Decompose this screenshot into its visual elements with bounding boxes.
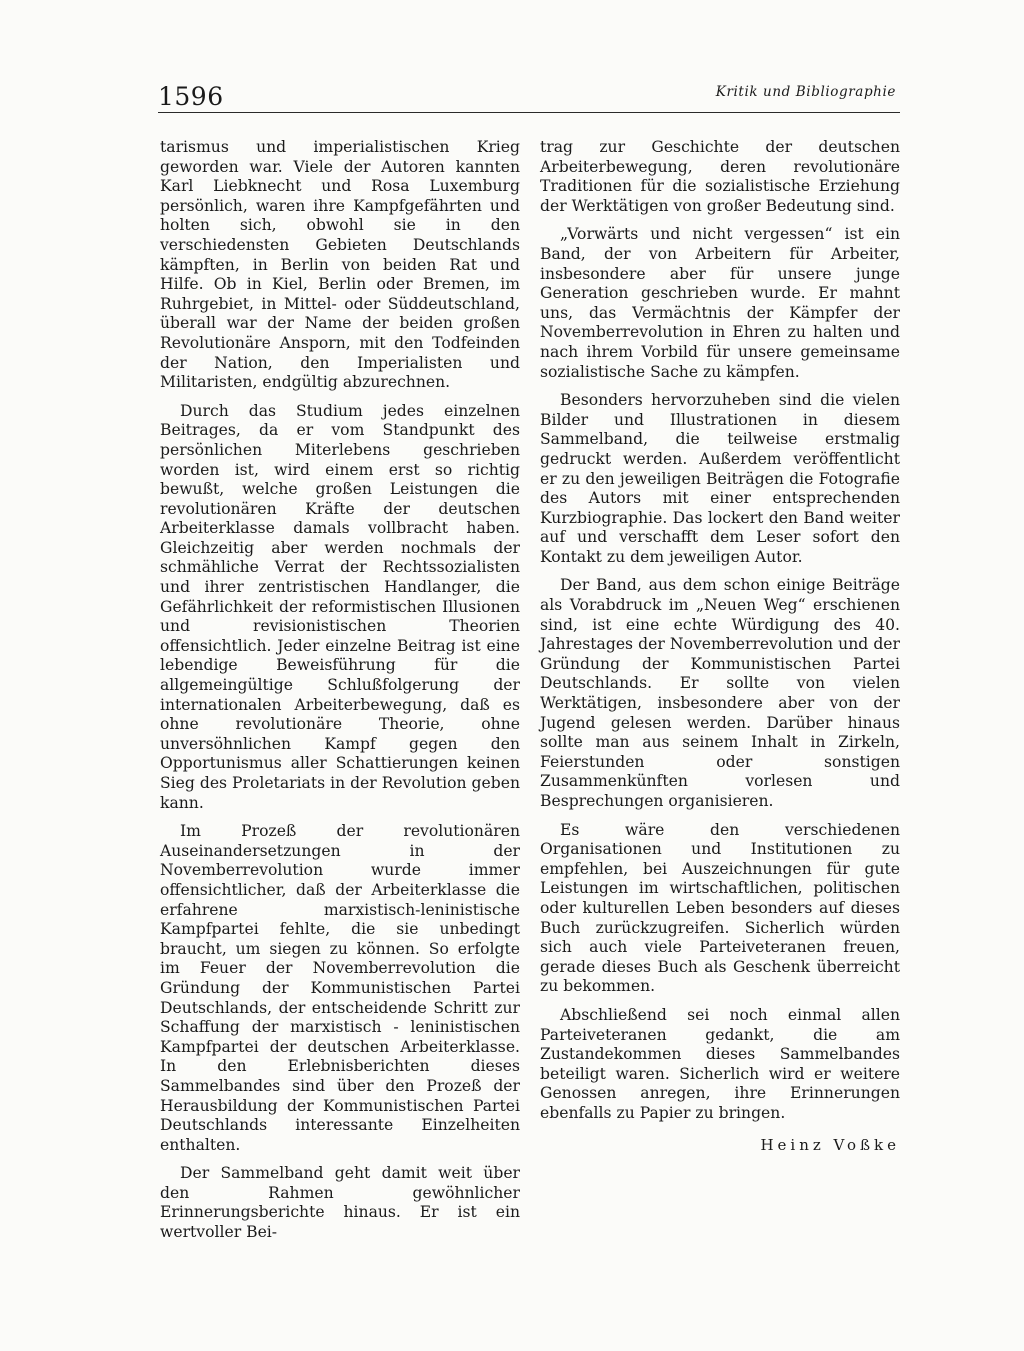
paragraph: „Vorwärts und nicht vergessen“ ist ein Band, der von Arbeitern für Arbeiter, insbesondere aber für unsere junge Generation geschrieben wurde. Er mahnt uns, das Vermächtnis der Kämpfer der Novemberrevolution in Ehren zu halten und nach ihrem Vorbild für unsere gemeinsame sozialistische Sache zu kämpfen.	[540, 225, 900, 381]
paragraph: Der Sammelband geht damit weit über den Rahmen gewöhnlicher Erinnerungsberichte hinaus. Er ist ein wertvoller Bei-	[160, 1164, 520, 1242]
paragraph: Besonders hervorzuheben sind die vielen Bilder und Illustrationen in diesem Sammelband, die teilweise erstmalig gedruckt werden. Außerdem veröffentlicht er zu den jeweiligen Beiträgen die Fotografie des Autors mit einer entsprechenden Kurzbiographie. Das lockert den Band weiter auf und verschafft dem Leser sofort den Kontakt zu dem jeweiligen Autor.	[540, 391, 900, 566]
paragraph: Im Prozeß der revolutionären Auseinandersetzungen in der Novemberrevolution wurde immer offensichtlicher, daß der Arbeiterklasse die erfahrene marxistisch-leninistische Kampfpartei fehlte, die sie unbedingt braucht, um siegen zu können. So erfolgte im Feuer der Novemberrevolution die Gründung der Kommunistischen Partei Deutschlands, der entscheidende Schritt zur Schaffung der marxistisch - leninistischen Kampfpartei der deutschen Arbeiterklasse. In den Erlebnisberichten dieses Sammelbandes sind über den Prozeß der Herausbildung der Kommunistischen Partei Deutschlands interessante Einzelheiten enthalten.	[160, 822, 520, 1154]
header-rule	[158, 112, 900, 113]
page-number: 1596	[158, 82, 224, 111]
paragraph: Abschließend sei noch einmal allen Parteiveteranen gedankt, die am Zustandekommen dieses Sammelbandes beteiligt waren. Sicherlich wird er weitere Genossen anregen, ihre Erinnerungen ebenfalls zu Papier zu bringen.	[540, 1005, 900, 1122]
right-column	[540, 138, 900, 1155]
paragraph: trag zur Geschichte der deutschen Arbeiterbewegung, deren revolutionäre Traditionen für die sozialistische Erziehung der Werktätigen von großer Bedeutung sind.	[540, 138, 900, 215]
paragraph: Der Band, aus dem schon einige Beiträge als Vorabdruck im „Neuen Weg“ erschienen sind, ist eine echte Würdigung des 40. Jahrestages der Novemberrevolution und der Gründung der Kommunistischen Partei Deutschlands. Er sollte von vielen Werktätigen, insbesondere aber von der Jugend gelesen werden. Darüber hinaus sollte man aus seinem Inhalt in Zirkeln, Feierstunden oder sonstigen Zusammenkünften vorlesen und Besprechungen organisieren.	[540, 576, 900, 810]
left-column	[160, 138, 520, 1252]
running-head: Kritik und Bibliographie	[715, 84, 896, 100]
author-signature: Heinz Voßke	[760, 1135, 900, 1154]
paragraph: tarismus und imperialistischen Krieg geworden war. Viele der Autoren kannten Karl Liebknecht und Rosa Luxemburg persönlich, waren ihre Kampfgefährten und holten sich, obwohl sie in den verschiedensten Gebieten Deutschlands kämpften, in Berlin von beiden Rat und Hilfe. Ob in Kiel, Berlin oder Bremen, im Ruhrgebiet, in Mittel- oder Süddeutschland, überall war der Name der beiden großen Revolutionäre Ansporn, mit den Todfeinden der Nation, den Imperialisten und Militaristen, endgültig abzurechnen.	[160, 138, 520, 392]
paragraph: Es wäre den verschiedenen Organisationen und Institutionen zu empfehlen, bei Auszeichnungen für gute Leistungen im wirtschaftlichen, politischen oder kulturellen Leben besonders auf dieses Buch zurückzugreifen. Sicherlich würden sich auch viele Parteiveteranen freuen, gerade dieses Buch als Geschenk überreicht zu bekommen.	[540, 820, 900, 996]
paragraph: Durch das Studium jedes einzelnen Beitrages, da er vom Standpunkt des persönlichen Miterlebens geschrieben worden ist, wird einem erst so richtig bewußt, welche großen Leistungen die revolutionären Kräfte der deutschen Arbeiterklasse damals vollbracht haben. Gleichzeitig aber werden nochmals der schmähliche Verrat der Rechtssozialisten und ihrer zentristischen Handlanger, die Gefährlichkeit der reformistischen Illusionen und revisionistischen Theorien offensichtlich. Jeder einzelne Beitrag ist eine lebendige Beweisführung für die allgemeingültige Schlußfolgerung der internationalen Arbeiterbewegung, daß es ohne revolutionäre Theorie, ohne unversöhnlichen Kampf gegen den Opportunismus aller Schattierungen keinen Sieg des Proletariats in der Revolution geben kann.	[160, 401, 520, 812]
